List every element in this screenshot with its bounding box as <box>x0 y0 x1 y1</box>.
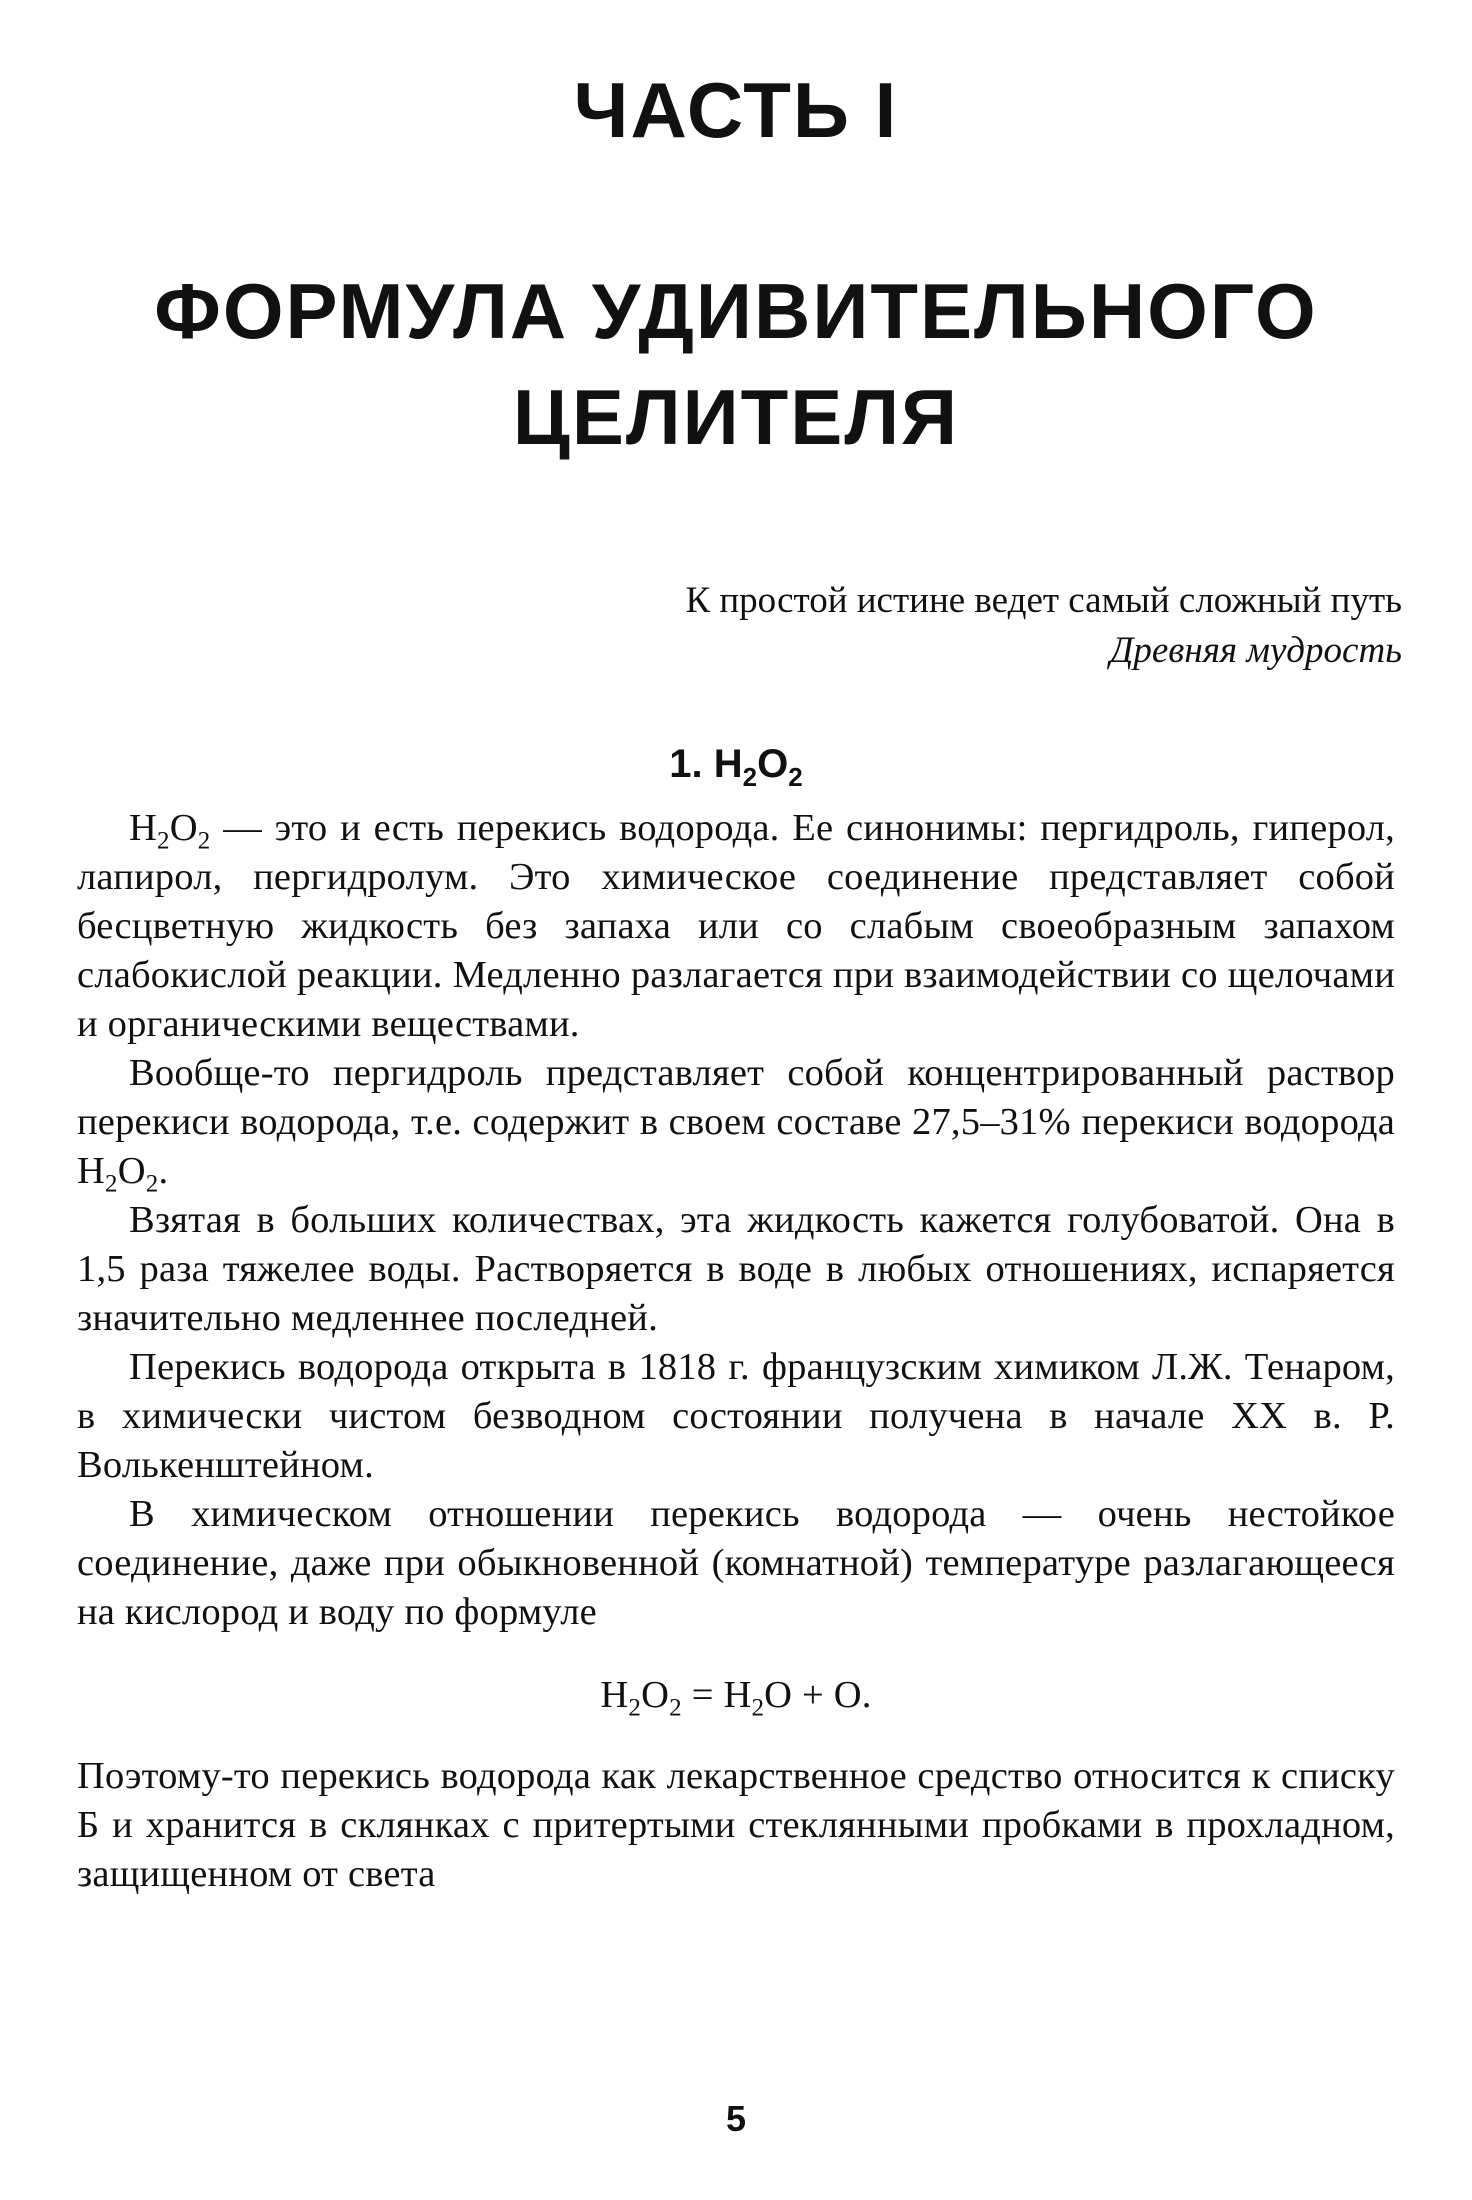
formula-b: O <box>641 1674 670 1716</box>
p1-o: O <box>169 807 198 849</box>
paragraph-2 <box>77 1049 1395 1196</box>
formula-a: H <box>600 1674 629 1716</box>
formula-c-sub: 2 <box>751 1694 765 1722</box>
paragraph-5: В химическом отношении перекись водорода — очень нестойкое соединение, даже при обыкновенной (комнатной) температуре разлагающееся на кислород и воду по формуле <box>77 1493 1395 1633</box>
paragraph-1 <box>77 804 1395 1049</box>
p2-sub-2: 2 <box>145 1170 159 1198</box>
epigraph-author: Древняя мудрость <box>1109 630 1402 671</box>
p1-sub-2: 2 <box>197 827 211 855</box>
p1-sub-1: 2 <box>157 827 170 855</box>
body-text <box>77 804 1395 1899</box>
chapter-title <box>0 258 1472 470</box>
formula <box>77 1671 1395 1720</box>
p1-h: H <box>129 807 158 849</box>
formula-b-sub: 2 <box>669 1694 682 1722</box>
section-heading <box>0 734 1472 794</box>
p2-sub-1: 2 <box>105 1170 118 1198</box>
page-number: 5 <box>725 2098 747 2139</box>
paragraph-3: Взятая в больших количествах, эта жидкость кажется голубоватой. Она в 1,5 раза тяжелее воды. Растворяется в воде в любых отношениях, испаряется значительно медленнее последней. <box>77 1199 1395 1339</box>
section-heading-number: 1. H <box>669 742 743 786</box>
p2-o: O <box>117 1150 146 1192</box>
section-heading-sub-1: 2 <box>742 762 758 792</box>
section-heading-sub-2: 2 <box>788 762 803 792</box>
epigraph-text: К простой истине ведет самый сложный путь <box>685 580 1402 621</box>
paragraph-4: Перекись водорода открыта в 1818 г. французским химиком Л.Ж. Тенаром, в химически чистом безводном состоянии получена в начале XX в. Р. Волькенштейном. <box>77 1346 1395 1486</box>
formula-rest: O + O. <box>764 1674 872 1716</box>
section-heading-o: O <box>757 742 789 786</box>
p2-text: Вообще-то пергидроль представляет собой концентрированный раствор перекиси водорода, т.е. содержит в своем составе 27,5–31% перекиси водорода H <box>77 1052 1395 1192</box>
p2-end: . <box>158 1150 169 1192</box>
p1-text: — это и есть перекись водорода. Ее синонимы: пергидроль, гиперол, лапирол, пергидролум. Это химическое соединение представляет собой бесцветную жидкость без запаха или со слабым своеобразным запахом слабокислой реакции. Медленно разлагается при взаимодействии со щелочами и органическими веществами. <box>77 807 1395 1045</box>
formula-eq: = H <box>681 1674 752 1716</box>
formula-a-sub: 2 <box>628 1694 642 1722</box>
epigraph <box>685 576 1402 676</box>
chapter-title-line-2: ЦЕЛИТЕЛЯ <box>512 373 960 461</box>
part-heading: ЧАСТЬ I <box>573 66 899 154</box>
paragraph-6: Поэтому-то перекись водорода как лекарственное средство относится к списку Б и хранится в склянках с притертыми стеклянными пробками в прохладном, защищенном от света <box>77 1755 1395 1895</box>
chapter-title-line-1: ФОРМУЛА УДИВИТЕЛЬНОГО <box>154 267 1318 355</box>
